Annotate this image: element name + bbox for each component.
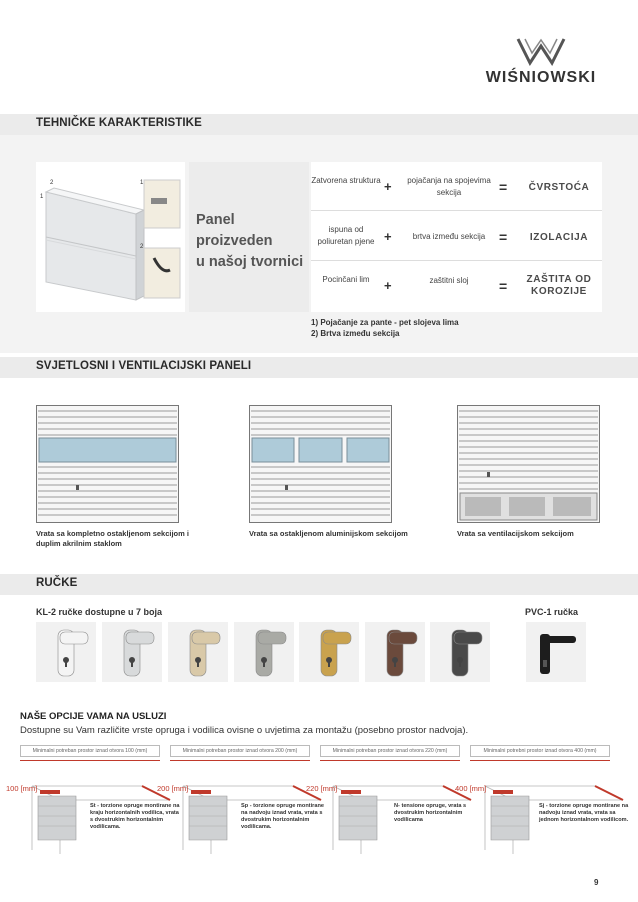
- section-title: RUČKE: [36, 577, 78, 589]
- door-caption: Vrata sa ostakljenom aluminijskom sekcijom: [249, 529, 408, 538]
- characteristics-row: [311, 262, 602, 311]
- options-subtitle: Dostupne su Vam različite vrste opruga i vodilica ovisne o uvjetima za montažu (posebno prostor nadvoja).: [20, 725, 469, 736]
- clearance-mm-label: 100 [mm]: [6, 784, 38, 793]
- brand-name: WIŚNIOWSKI: [485, 69, 597, 86]
- door-caption: Vrata sa kompletno ostakljenom sekcijom i duplim akrilnim staklom: [36, 529, 189, 548]
- kl2-handles-label: KL-2 ručke dostupne u 7 boja: [36, 607, 163, 617]
- callout-2-top: 2: [50, 180, 54, 186]
- panel-notes: [311, 318, 459, 339]
- kl2-handle-swatch: [365, 622, 425, 682]
- section-header-handles: [0, 574, 638, 595]
- door-caption: Vrata sa ventilacijskom sekcijom: [457, 529, 574, 538]
- char-input-a: Zatvorena struktura: [311, 176, 381, 185]
- logo-mark-icon: [516, 36, 566, 66]
- kl2-handle-swatch: [168, 622, 228, 682]
- requirement-box: Minimalni potreban prostor iznad otvora 200 (mm): [170, 745, 310, 757]
- spring-option-description: Sj - torzione opruge montirane na nadvoju iznad vrata, vrata sa jednom horizontalnom vodilicom.: [539, 803, 629, 823]
- clearance-mm-label: 400 [mm]: [455, 784, 487, 793]
- door-ventilation: [457, 405, 600, 523]
- section-title: TEHNIČKE KARAKTERISTIKE: [36, 117, 202, 129]
- spring-option-description: Sp - torzione opruge montirane na nadvoju iznad vrata, vrata s dvostrukim horizontalnim vodilicama.: [241, 803, 324, 830]
- brand-logo: [476, 36, 606, 87]
- panel-title: [196, 210, 311, 273]
- equals-sign: =: [499, 179, 508, 195]
- panel-title-line: u našoj tvornici: [196, 254, 304, 270]
- characteristics-table: [311, 162, 602, 312]
- section-header-panels: [0, 357, 638, 378]
- section-header-characteristics: [0, 114, 638, 135]
- spring-option-description: N- tensione opruge, vrata s dvostrukim horizontalnim vodilicama: [394, 803, 467, 823]
- options-title: NAŠE OPCIJE VAMA NA USLUZI: [20, 711, 167, 722]
- char-input-b: brtva između sekcija: [412, 232, 486, 241]
- equals-sign: =: [499, 229, 508, 245]
- pvc-handle-label: PVC-1 ručka: [525, 607, 579, 617]
- requirement-underline: [470, 760, 610, 761]
- requirement-underline: [20, 760, 160, 761]
- char-input-a: ispuna od poliuretan pjene: [317, 225, 375, 246]
- note-line: 2) Brtva između sekcija: [311, 328, 400, 338]
- requirement-box: Minimalni potrebni prostor iznad otvora 400 (mm): [470, 745, 610, 757]
- pvc-handle-image: [526, 622, 586, 682]
- page-number: 9: [594, 878, 599, 887]
- plus-sign: +: [384, 179, 392, 194]
- note-line: 1) Pojačanje za pante - pet slojeva lima: [311, 318, 459, 327]
- requirement-underline: [170, 760, 310, 761]
- callout-2-right: 2: [140, 244, 144, 250]
- plus-sign: +: [384, 278, 392, 293]
- kl2-handle-swatch: [430, 622, 490, 682]
- requirement-underline: [320, 760, 460, 761]
- equals-sign: =: [499, 278, 508, 294]
- requirement-box: Minimalni potreban prostor iznad otvora 220 (mm): [320, 745, 460, 757]
- kl2-handle-swatch: [36, 622, 96, 682]
- characteristics-row: [311, 212, 602, 261]
- char-result: ČVRSTOĆA: [528, 182, 590, 193]
- plus-sign: +: [384, 229, 392, 244]
- door-glazed-full: [36, 405, 179, 523]
- panel-title-line: Panel: [196, 212, 235, 228]
- clearance-mm-label: 220 [mm]: [306, 784, 338, 793]
- char-result: ZAŠTITA OD KOROZIJE: [526, 274, 592, 297]
- panel-title-line: proizveden: [196, 233, 273, 249]
- spring-option-description: St - torzione opruge montirane na kraju horizontalnih vodilica, vrata s dvostrukim horizontalnim vodilicama.: [90, 803, 180, 830]
- section-title: SVJETLOSNI I VENTILACIJSKI PANELI: [36, 360, 252, 372]
- door-glazed-aluminium: [249, 405, 392, 523]
- char-input-b: zaštitni sloj: [429, 276, 469, 285]
- clearance-mm-label: 200 [mm]: [157, 784, 189, 793]
- char-result: IZOLACIJA: [529, 232, 589, 243]
- char-input-b: pojačanja na spojevima sekcija: [407, 176, 491, 197]
- kl2-handle-swatch: [102, 622, 162, 682]
- kl2-handle-swatch: [234, 622, 294, 682]
- characteristics-row: [311, 162, 602, 211]
- kl2-handle-swatch: [299, 622, 359, 682]
- char-input-a: Pocinčani lim: [322, 275, 370, 284]
- callout-1-right: 1: [140, 180, 144, 186]
- requirement-box: Minimalni potreban prostor iznad otvora 100 (mm): [20, 745, 160, 757]
- callout-1-left: 1: [40, 194, 44, 200]
- panel-cross-section-image: [36, 162, 185, 312]
